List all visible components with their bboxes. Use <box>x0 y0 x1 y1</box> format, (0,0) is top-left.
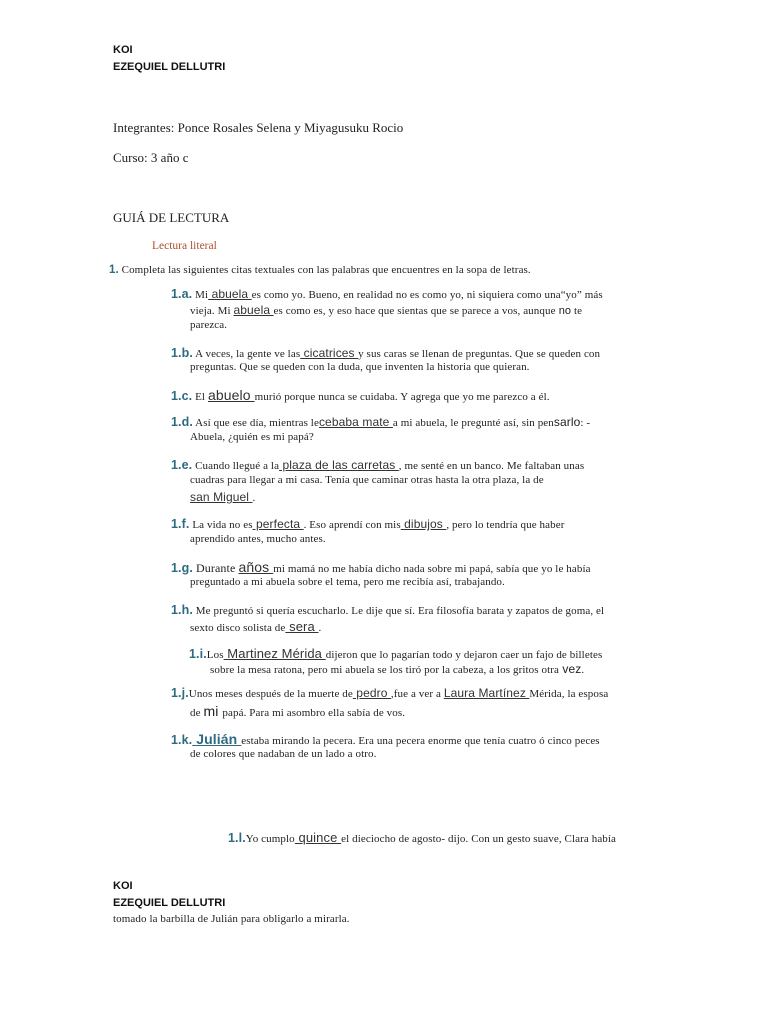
item-f-text-2: . Eso aprendí con mis <box>303 519 401 531</box>
item-a-text-2: es como yo. Bueno, en realidad no es como yo, ni siquiera como una <box>251 289 561 301</box>
item-g-line2: preguntado a mi abuela sobre el tema, pero me recibía así, trabajando. <box>190 576 505 588</box>
item-i-line1 <box>189 646 602 661</box>
item-e-text-2: , me senté en un banco. Me faltaban unas <box>398 460 585 472</box>
item-d-number: 1.d. <box>171 415 193 429</box>
item-a-text: Mi <box>192 289 209 301</box>
item-e-line3 <box>190 490 255 504</box>
item-e-answer-1: plaza de las carretas <box>279 458 399 472</box>
item-d-text-2: a mi abuela, le pregunté así, sin pen <box>392 417 554 429</box>
item-j-line2-end: papá. Para mi asombro ella sabía de vos. <box>222 707 406 719</box>
header-author-page2: EZEQUIEL DELLUTRI <box>113 897 226 909</box>
item-f-number: 1.f. <box>171 517 190 531</box>
item-h-answer-1: sera <box>285 619 319 634</box>
item-b-text: A veces, la gente ve las <box>192 348 301 360</box>
item-j-line2 <box>190 703 405 719</box>
item-a-quote: “yo” <box>560 289 582 301</box>
item-f-line1 <box>171 517 564 531</box>
item-b-text-2: y sus caras se llenan de preguntas. Que se queden con <box>358 348 601 360</box>
item-c-line1 <box>171 387 550 403</box>
item-a-text-3: más <box>581 289 603 301</box>
item-d-line2: Abuela, ¿quién es mi papá? <box>190 431 314 443</box>
item-j-mi: mi <box>203 703 223 719</box>
item-f-text: La vida no es <box>189 519 253 531</box>
item-a-no: no <box>555 305 572 317</box>
section-subtitle: Lectura literal <box>152 240 217 252</box>
item-i-number: 1.i. <box>189 647 207 661</box>
item-a-line2-text-2: es como es, y eso hace que sientas que se parece a vos, aunque <box>273 305 556 317</box>
item-a-te: te <box>571 305 583 317</box>
item-j-text: Unos meses después de la muerte de <box>188 688 353 700</box>
item-d-answer-1: cebaba mate <box>318 415 393 429</box>
item-h-text: Me preguntó si quería escucharlo. Le dije que sí. Era filosofía barata y zapatos de goma, el <box>192 605 605 617</box>
item-j-line1 <box>171 686 608 700</box>
item-i-line2 <box>210 662 584 676</box>
item-d-text: Así que ese día, mientras le <box>192 417 319 429</box>
item-g-number: 1.g. <box>171 561 193 575</box>
item-h-line1 <box>171 603 604 617</box>
header-author: EZEQUIEL DELLUTRI <box>113 61 226 73</box>
item-h-line2 <box>190 619 321 634</box>
item-l-answer-1: quince <box>294 830 342 845</box>
item-j-number: 1.j. <box>171 686 189 700</box>
item-j-answer-2: Laura Martínez <box>443 686 530 700</box>
item-e-number: 1.e. <box>171 458 193 472</box>
instruction-number: 1. <box>109 264 119 276</box>
item-i-text: Los <box>206 649 224 661</box>
item-k-line1 <box>171 731 600 747</box>
item-b-answer-1: cicatrices <box>300 346 359 360</box>
item-a-number: 1.a. <box>171 287 193 301</box>
item-e-line3-text: . <box>252 492 256 504</box>
item-d-text-3: : - <box>580 417 591 429</box>
item-i-vez: vez <box>558 662 582 676</box>
item-f-line2: aprendido antes, mucho antes. <box>190 533 326 545</box>
item-l-text-2: el dieciocho de agosto- dijo. Con un gesto suave, Clara había <box>341 833 617 845</box>
page-title: GUIÁ DE LECTURA <box>113 210 230 225</box>
item-e-line2: cuadras para llegar a mi casa. Tenía que caminar otras hasta la otra plaza, la de <box>190 474 544 486</box>
item-l-text: Yo cumplo <box>245 833 295 845</box>
item-k-number: 1.k. <box>171 733 193 747</box>
item-b-line1 <box>171 346 600 360</box>
integrantes: Integrantes: Ponce Rosales Selena y Miyagusuku Rocio <box>113 120 404 135</box>
item-e-answer-2: san Miguel <box>190 490 253 504</box>
curso: Curso: 3 año c <box>113 150 189 165</box>
item-h-number: 1.h. <box>171 603 193 617</box>
item-a-line1 <box>171 287 603 301</box>
item-h-line2-end: . <box>318 622 322 634</box>
item-a-line3: parezca. <box>190 319 228 331</box>
item-f-text-3: , pero lo tendría que haber <box>446 519 565 531</box>
item-d-text-sarlo: sarlo <box>553 415 581 429</box>
item-c-text-2: murió porque nunca se cuidaba. Y agrega que yo me parezco a él. <box>254 391 550 403</box>
item-j-line2-text: de <box>190 707 204 719</box>
item-a-line2 <box>190 303 582 317</box>
item-i-line2-text: sobre la mesa ratona, pero mi abuela se los tiró por la cabeza, a los gritos otra <box>210 664 559 676</box>
continuation-text: tomado la barbilla de Julián para obligarlo a mirarla. <box>113 913 350 925</box>
item-d-line1 <box>171 415 590 429</box>
item-h-line2-text: sexto disco solista de <box>190 622 286 634</box>
item-i-text-2: dijeron que lo pagarían todo y dejaron caer un fajo de billetes <box>325 649 603 661</box>
item-f-answer-2: dibujos <box>400 517 447 531</box>
instruction <box>109 264 531 276</box>
item-k-text: estaba mirando la pecera. Era una pecera enorme que tenía cuatro ó cinco peces <box>241 735 600 747</box>
item-j-text-2: ,fue a ver a <box>390 688 444 700</box>
item-c-answer-1: abuelo <box>207 387 255 403</box>
item-a-line2-text: vieja. Mi <box>190 305 234 317</box>
item-k-answer-1: Julián <box>192 731 242 747</box>
item-e-text: Cuando llegué a la <box>192 460 280 472</box>
item-e-line1 <box>171 458 584 472</box>
header-org: KOI <box>113 44 133 56</box>
item-b-line2: preguntas. Que se queden con la duda, que inventen la historia que quieran. <box>190 361 530 373</box>
item-c-text: El <box>192 391 208 403</box>
item-i-dot: . <box>581 664 585 676</box>
item-f-answer-1: perfecta <box>252 517 304 531</box>
item-g-text: Durante <box>192 561 239 575</box>
item-g-line1 <box>171 559 591 576</box>
header-org-page2: KOI <box>113 880 133 892</box>
item-j-text-3: Mérida, la esposa <box>529 688 609 700</box>
item-k-line2: de colores que nadaban de un lado a otro. <box>190 748 377 760</box>
item-i-answer-1: Martinez Mérida <box>223 646 326 661</box>
item-j-answer-1: pedro <box>352 686 391 700</box>
item-a-answer-2: abuela <box>233 303 274 317</box>
item-a-answer-1: abuela <box>208 287 252 301</box>
item-l-number: 1.l. <box>228 831 246 845</box>
item-g-text-2: mi mamá no me había dicho nada sobre mi papá, sabía que yo le había <box>273 563 591 575</box>
item-g-answer-1: años <box>238 559 274 575</box>
item-c-number: 1.c. <box>171 389 193 403</box>
item-l-line1 <box>228 830 616 845</box>
item-b-number: 1.b. <box>171 346 193 360</box>
instruction-text: Completa las siguientes citas textuales con las palabras que encuentres en la sopa de letras. <box>118 264 531 276</box>
